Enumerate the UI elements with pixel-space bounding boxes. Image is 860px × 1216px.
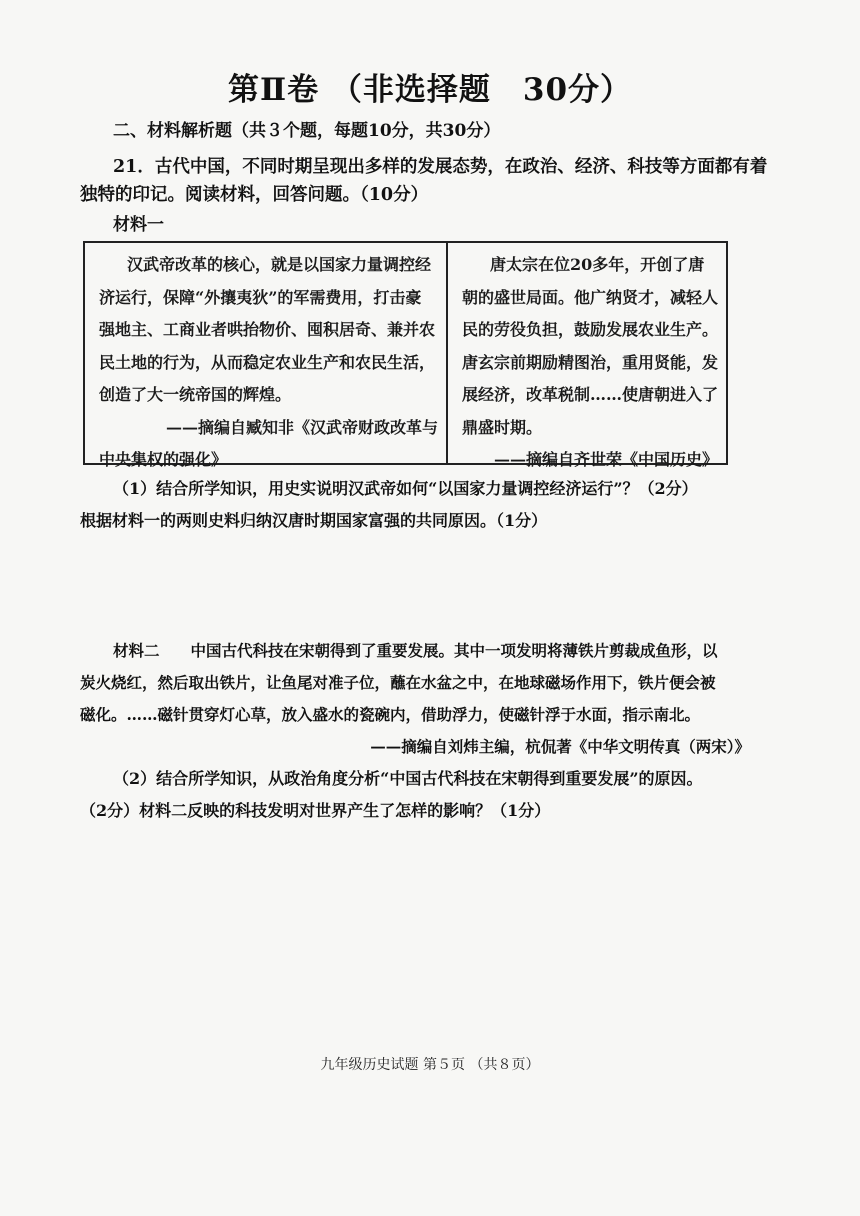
material-1-right-line: 展经济，改革税制……使唐朝进入了 [461,385,718,404]
question-21-line-1: 21．古代中国，不同时期呈现出多样的发展态势，在政治、经济、科技等方面都有着 [113,157,768,177]
material-1-left-source-cont: 中央集权的强化》 [99,450,228,469]
material-1-right-line: 民的劳役负担，鼓励发展农业生产。 [461,320,718,339]
material-1-left-cell [85,243,448,469]
material-1-left-line: 民土地的行为，从而稳定农业生产和农民生活， [99,352,436,372]
question-1-line-2: 根据材料一的两则史料归纳汉唐时期国家富强的共同原因。（1分） [80,511,548,530]
material-1-right-line: 鼎盛时期。 [461,417,542,437]
question-1-line-1: （1）结合所学知识，用史实说明汉武帝如何“以国家力量调控经济运行”？（2分） [113,479,698,498]
material-1-left-source: ——摘编自臧知非《汉武帝财政改革与 [165,417,438,437]
question-2-line-2: （2分）材料二反映的科技发明对世界产生了怎样的影响？（1分） [80,801,551,820]
page-footer: 九年级历史试题 第５页 （共８页） [320,1057,540,1073]
material-1-left-line: 汉武帝改革的核心，就是以国家力量调控经 [127,255,432,274]
material-1-left-line: 强地主、工商业者哄抬物价、囤积居奇、兼并农 [99,320,436,339]
material-2-line-2: 炭火烧红，然后取出铁片，让鱼尾对准子位，蘸在水盆之中，在地球磁场作用下，铁片便会被 [80,673,716,692]
material-2-line-1: 材料二 中国古代科技在宋朝得到了重要发展。其中一项发明将薄铁片剪裁成鱼形，以 [113,641,718,660]
material-1-left-line: 创造了大一统帝国的辉煌。 [99,385,292,404]
material-1-right-line: 朝的盛世局面。他广纳贤才，减轻人 [461,287,718,307]
material-1-right-cell [448,243,726,469]
material-1-left-line: 济运行，保障“外攘夷狄”的军需费用，打击豪 [99,287,422,307]
question-21-line-2: 独特的印记。阅读材料，回答问题。（10分） [80,185,429,205]
material-2-line-3: 磁化。……磁针贯穿灯心草，放入盛水的瓷碗内，借助浮力，使磁针浮于水面，指示南北。 [80,705,701,724]
question-2-line-1: （2）结合所学知识，从政治角度分析“中国古代科技在宋朝得到重要发展”的原因。 [113,769,703,788]
section-heading: 二、材料解析题（共３个题，每题10分，共30分） [113,121,501,141]
material-1-right-source: ——摘编自齐世荣《中国历史》 [493,450,718,469]
material-2-source: ——摘编自刘炜主编，杭侃著《中华文明传真（两宋）》 [370,737,750,756]
material-1-right-line: 唐玄宗前期励精图治，重用贤能，发 [461,352,718,372]
material-1-table [83,241,728,469]
material-1-label: 材料一 [113,215,164,235]
material-1-right-line: 唐太宗在位20多年，开创了唐 [489,255,705,274]
page-title: 第Ⅱ卷 （非选择题 30分） [227,72,633,108]
